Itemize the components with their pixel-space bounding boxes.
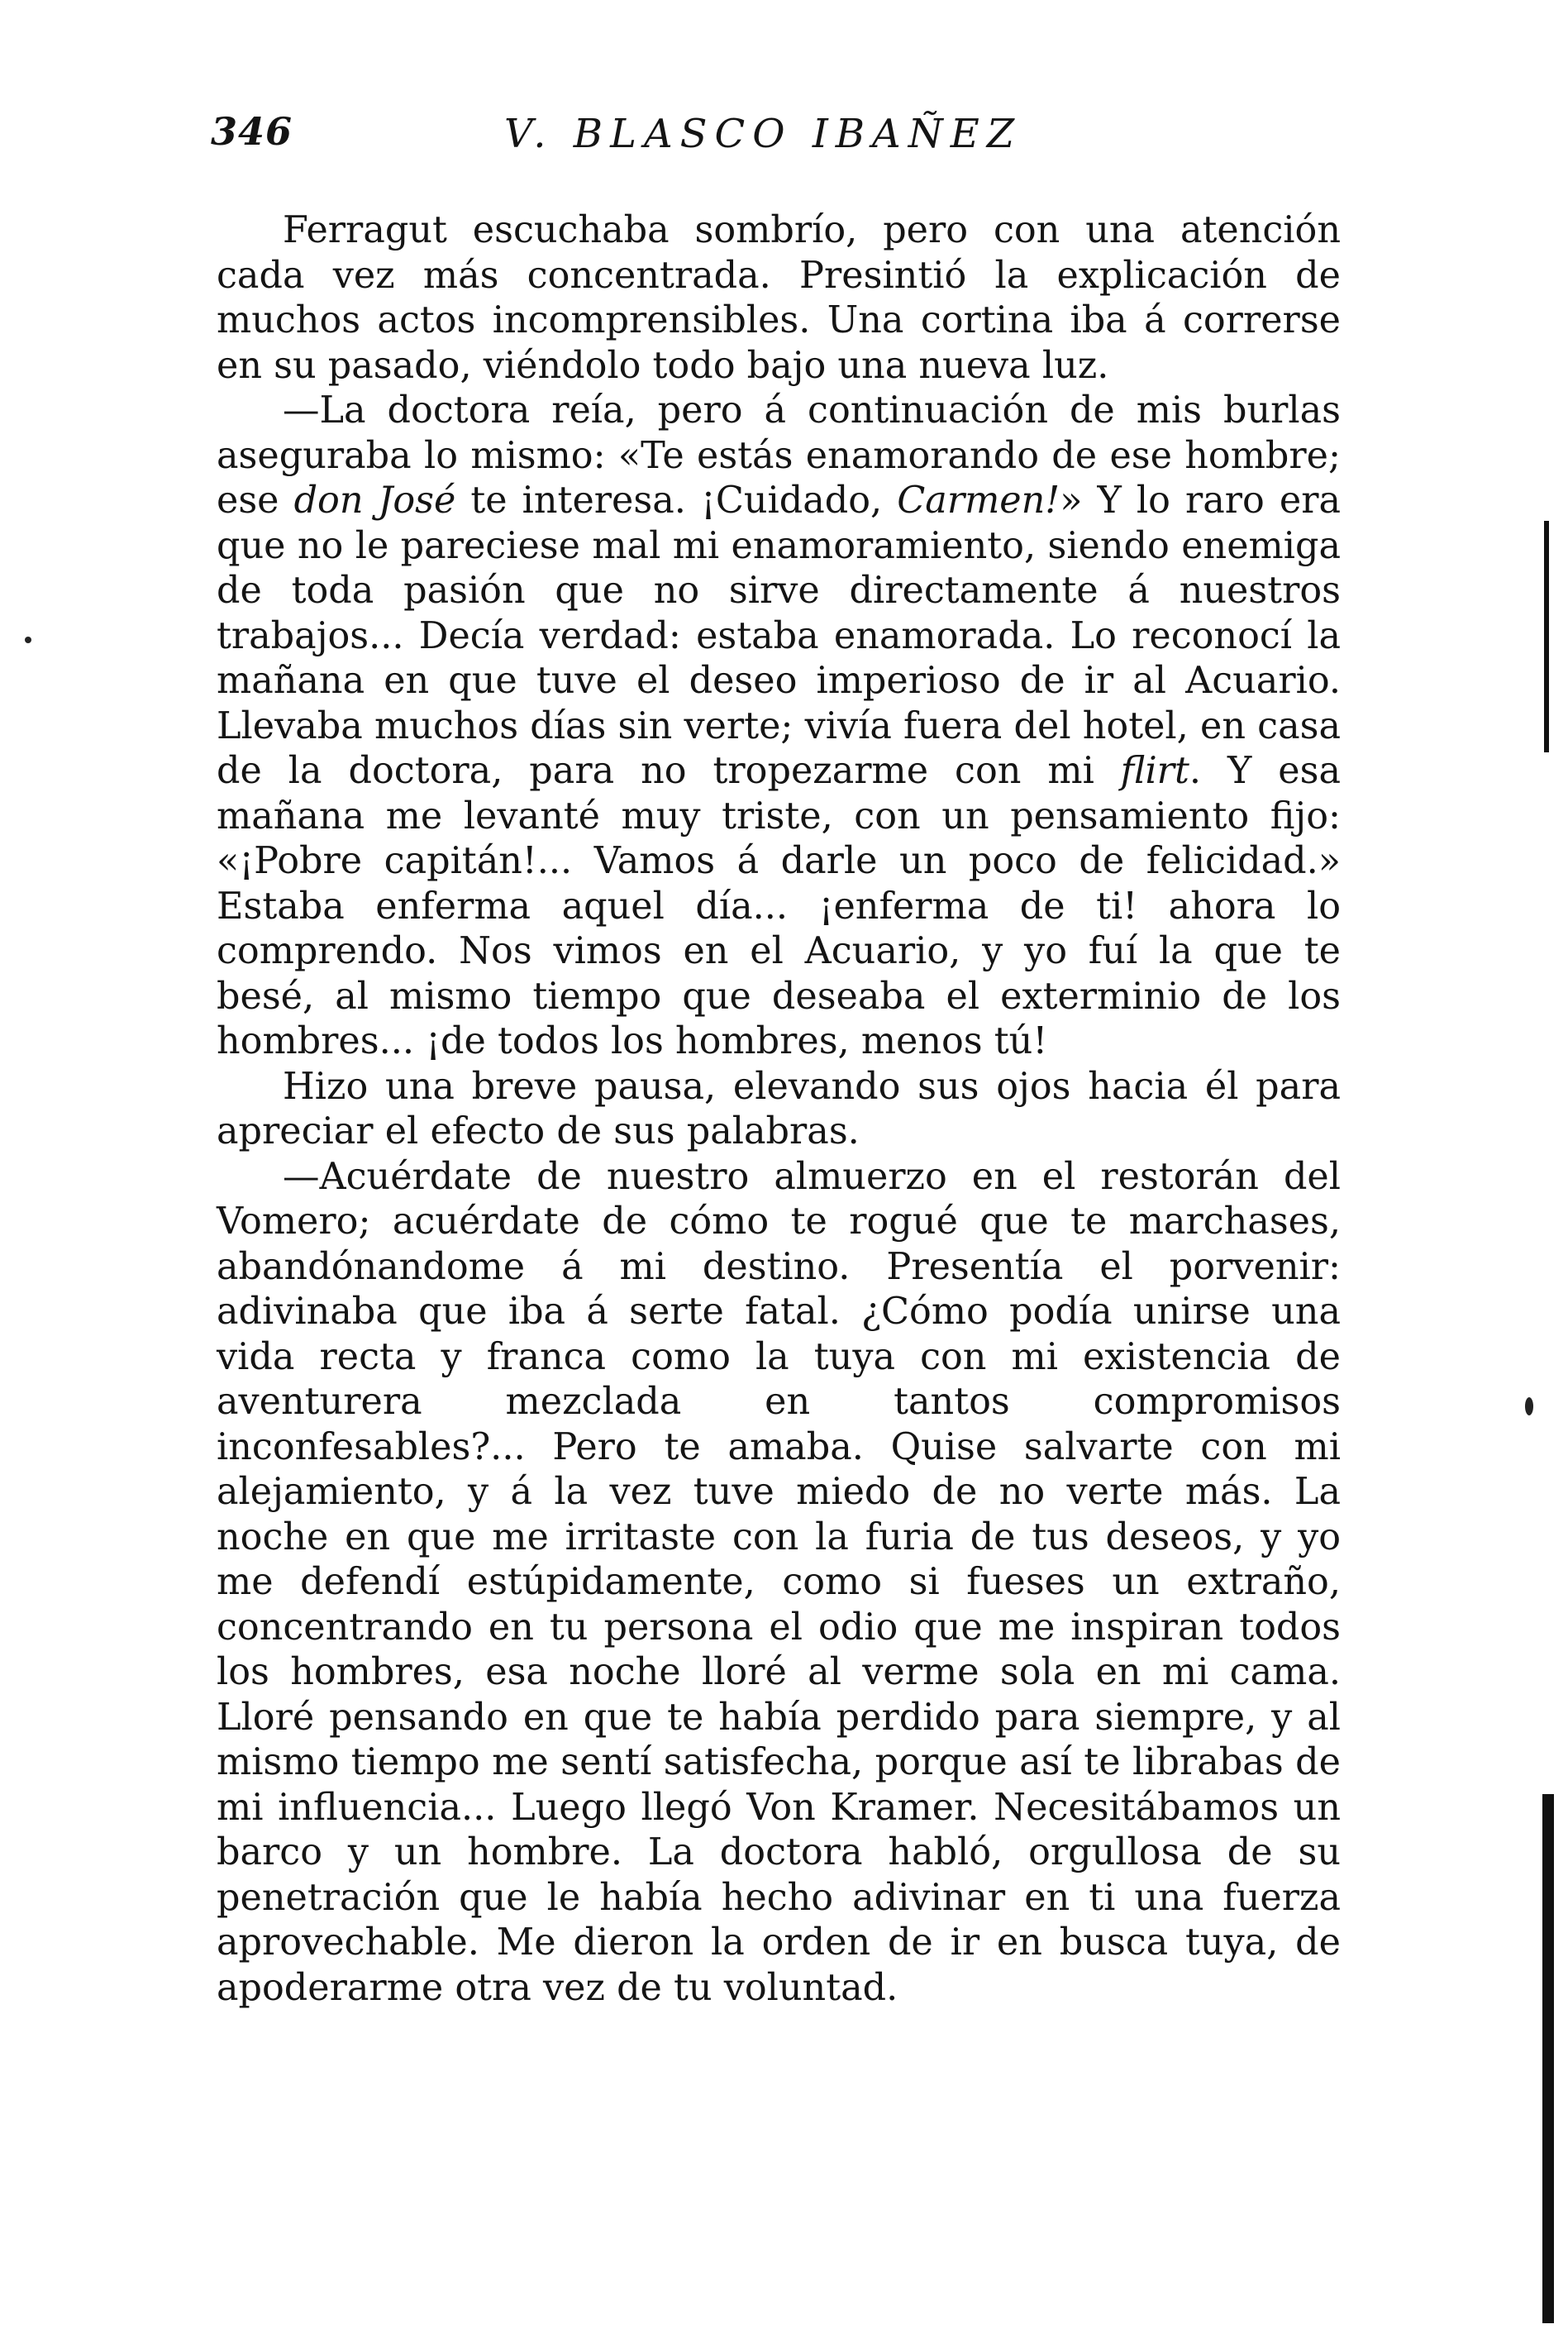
paragraph-text: —Acuérdate de nuestro almuerzo en el restorán del Vomero; acuérdate de cómo te rogué que te marchases, abandónandome á mi destino. Presentía el porvenir: adivinaba que iba á serte fatal. ¿Cómo podía unirse una vida recta y franca como la tuya con mi existencia de aventurera mezclada en tantos compromisos inconfesables?... Pero te amaba. Quise salvarte con mi alejamiento, y á la vez tuve miedo de no verte más. La noche en que me irritaste con la furia de tus deseos, y yo me defendí estúpidamente, como si fueses un extraño, concentrando en tu persona el odio que me inspiran todos los hombres, esa noche lloré al verme sola en mi cama. Lloré pensando en que te había perdido para siempre, y al mismo tiempo me sentí satisfecha, porque así te librabas de mi influencia... Luego llegó Von Kramer. Necesitábamos un barco y un hombre. La doctora habló, orgullosa de su penetración que le había hecho adivinar en ti una fuerza aprovechable. Me dieron la orden de ir en busca tuya, de apoderarme otra vez de tu voluntad. (217, 1155, 1341, 2009)
body-text (217, 208, 1341, 2011)
page-number: 346 (211, 109, 293, 154)
italic-text: Carmen! (897, 480, 1060, 522)
scan-edge-mark (1544, 521, 1549, 752)
paragraph (217, 389, 1341, 1065)
paragraph-text: te interesa. ¡Cuidado, (455, 480, 898, 522)
italic-text: flirt (1120, 750, 1189, 792)
paragraph-text: —La doctora reía, pero á continuación de mis burlas aseguraba lo mismo: «Te estás enamorando de ese hombre; ese (217, 389, 1341, 522)
paragraph-text: Hizo una breve pausa, elevando sus ojos hacia él para apreciar el efecto de sus palabras. (217, 1065, 1341, 1153)
scan-speck (25, 637, 31, 643)
scan-edge-mark (1542, 1794, 1554, 2323)
scan-speck (1525, 1397, 1533, 1415)
page-header (0, 109, 1568, 175)
paragraph-text: » Y lo raro era que no le pareciese mal mi enamoramiento, siendo enemiga de toda pasión que no sirve directamente á nuestros trabajos... Decía verdad: estaba enamorada. Lo reconocí la mañana en que tuve el deseo imperioso de ir al Acuario. Llevaba muchos días sin verte; vivía fuera del hotel, en casa de la doctora, para no tropezarme con mi (217, 480, 1341, 792)
paragraph-text: Ferragut escuchaba sombrío, pero con una atención cada vez más concentrada. Presintió la explicación de muchos actos incomprensibles. Una cortina iba á correrse en su pasado, viéndolo todo bajo una nueva luz. (217, 209, 1341, 387)
running-title: V. BLASCO IBAÑEZ (504, 111, 1022, 157)
paragraph (217, 208, 1341, 389)
paragraph-text: . Y esa mañana me levanté muy triste, con un pensamiento fijo: «¡Pobre capitán!... Vamos á darle un poco de felicidad.» Estaba enferma aquel día... ¡enferma de ti! ahora lo comprendo. Nos vimos en el Acuario, y yo fuí la que te besé, al mismo tiempo que deseaba el exterminio de los hombres... ¡de todos los hombres, menos tú! (217, 750, 1342, 1062)
italic-text: don José (293, 480, 456, 522)
paragraph (217, 1065, 1341, 1155)
paragraph (217, 1155, 1341, 2012)
